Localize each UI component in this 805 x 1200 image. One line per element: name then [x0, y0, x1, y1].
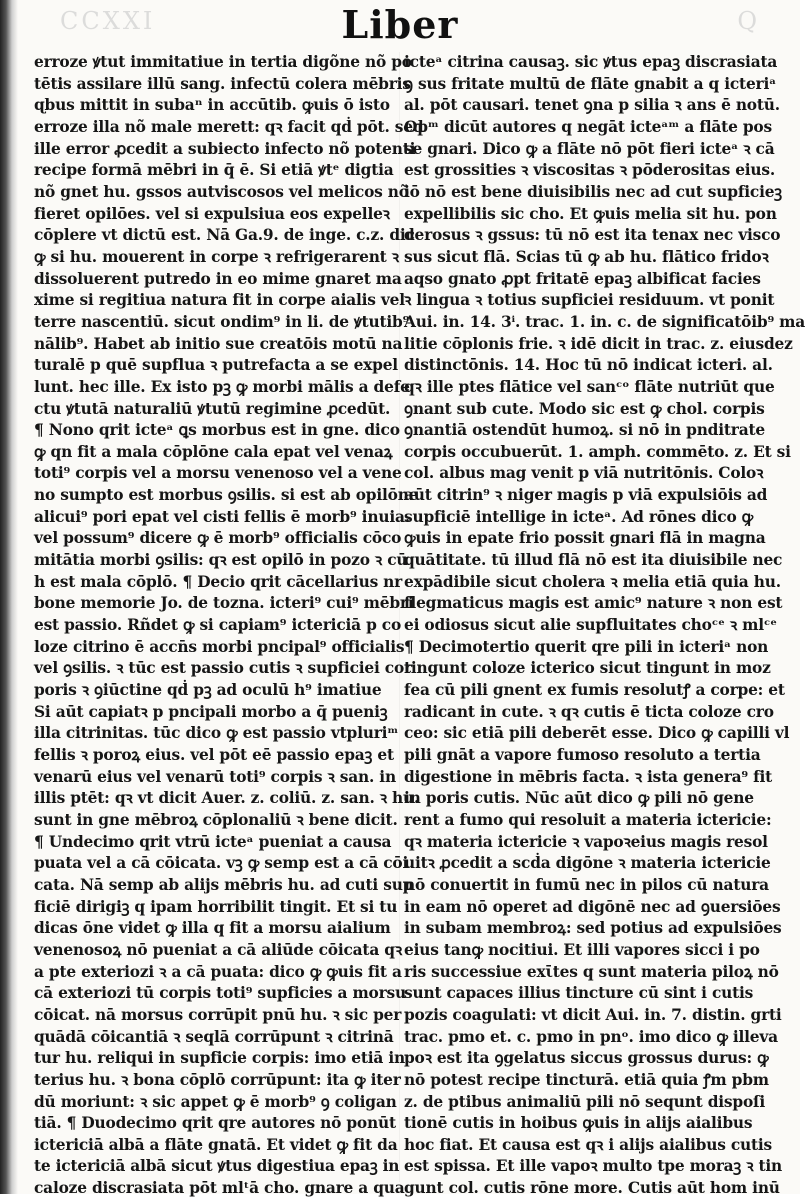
- text-line: ɋbus mittit in subaⁿ in accūtib. ꝙuis ō isto: [34, 96, 390, 115]
- ghost-folio: CCXXI: [60, 7, 156, 35]
- text-line: nālib⁹. Habet ab initio sue creatōis motū na: [34, 334, 403, 353]
- text-line: digestione in mēbris facta. ꝛ ista genera⁹ fit: [404, 767, 773, 786]
- text-line: Aui. in. 14. 3ⁱ. trac. 1. in. c. de significatōib⁹ ma: [404, 312, 805, 331]
- text-line: toti⁹ corpis vel a morsu venenoso vel a vene: [34, 464, 402, 483]
- text-line: icteᵃ citrina causaꝫ. sic ꝟtus epaꝫ discrasiata: [404, 53, 778, 71]
- text-line: dissoluerent putredo in eo mime gnaret ma: [34, 269, 402, 288]
- text-line: nō conuertit in fumū nec in pilos cū natura: [404, 875, 769, 894]
- text-line: poꝛ est ita ꝯgelatus siccus grossus durus: ꝙ: [404, 1049, 769, 1068]
- text-line: ꝛ lingua ꝛ totius supficiei residuum. vt ponit: [404, 291, 775, 310]
- text-line: radicant in cute. ꝛ qꝛ cutis ē ticta coloze cro: [404, 702, 774, 721]
- text-line: fellis ꝛ poroꝝ eius. vel pōt eē passio epaꝫ et: [34, 746, 394, 764]
- text-line: in eam nō operet ad digōnē nec ad ꝯuersiōes: [404, 897, 781, 916]
- text-line: venenosoꝝ nō pueniat a cā aliūde cōicata qꝛ: [34, 940, 402, 959]
- text-line: cōplere vt dictū est. Nā Ga.9. de inge. c.z. dic: [34, 226, 415, 245]
- text-line: terre nascentiū. sicut ondim⁹ in li. de ꝟtutib⁹: [34, 312, 410, 331]
- text-line: ceo: sic etiā pili deberēt esse. Dico ꝙ capilli vl: [404, 724, 790, 743]
- text-line: sus sicut flā. Scias tū ꝙ ab hu. flātico fridoꝛ: [404, 247, 769, 266]
- text-line: tiā. ¶ Duodecimo qrit qre autores nō ponūt: [34, 1114, 396, 1133]
- text-line: dū moriunt: ꝛ sic appet ꝙ ē morb⁹ ꝯ coligan: [34, 1092, 397, 1111]
- text-line: distinctōnis. 14. Hoc tū nō indicat icteri. al.: [404, 356, 773, 375]
- text-line: aūt citrin⁹ ꝛ niger magis p viā expulsiōis ad: [404, 486, 768, 505]
- text-line: derosus ꝛ gssus: tū nō est ita tenax nec visco: [404, 226, 781, 245]
- text-line: bone memorie Jo. de tozna. icteri⁹ cui⁹ mēbri: [34, 594, 414, 613]
- text-line: ficiē dirigiꝫ q ipam horribilit tingit. Et si tu: [34, 897, 398, 916]
- text-line: tionē cutis in hoibus ꝙuis in alijs aialibus: [404, 1114, 753, 1133]
- text-line: cā exteriozi tū corpis toti⁹ supficies a morsu: [34, 984, 406, 1003]
- text-line: ꝯnantiā ostendūt humoꝝ. si nō in pnditrate: [404, 421, 765, 440]
- text-line: flegmaticus magis est amic⁹ nature ꝛ non est: [404, 594, 783, 613]
- text-line: est passio. Rñdet ꝙ si capiam⁹ ictericiā p co: [34, 616, 402, 635]
- text-line: eius tanꝙ nocitiui. Et illi vapores sicci i po: [404, 940, 760, 959]
- ghost-letter: Q: [737, 7, 760, 35]
- text-line: gunt col. cutis rōne more. Cutis aūt hom inū: [404, 1179, 780, 1198]
- text-line: recipe formā mēbri in q̄ ē. Si etiā ꝟtᵉ digtia: [34, 161, 394, 180]
- text-line: ꝙ qn fit a mala cōplōne cala epat vel venaꝝ: [34, 442, 393, 461]
- text-line: in subam membroꝝ: sed potius ad expulsiōes: [404, 919, 782, 938]
- text-line: rent a fumo qui resoluit a materia ictericie:: [404, 810, 772, 829]
- text-line: uitꝛ ꝓcedit a scḋa digōne ꝛ materia ictericie: [404, 854, 771, 873]
- text-line: pili gnāt a vapore fumoso resoluto a tertia: [404, 746, 761, 764]
- text-line: ꝙ si hu. mouerent in corpe ꝛ refrigerarent ꝛ: [34, 247, 399, 266]
- text-line: tur hu. reliqui in supficie corpis: imo etiā in: [34, 1049, 405, 1068]
- binding-edge: [0, 0, 18, 1194]
- text-line: cōicat. nā morsus corrūpit pnū hu. ꝛ sic per: [34, 1005, 402, 1024]
- text-line: se gnari. Dico ꝙ a flāte nō pōt fieri icteᵃ ꝛ cā: [404, 139, 775, 158]
- text-line: a pte exteriozi ꝛ a cā puata: dico ꝙ ꝙuis fit a: [34, 962, 402, 981]
- text-line: erroze illa nõ male merett: qꝛ facit qḋ pōt. sed: [34, 117, 424, 136]
- text-line: fieret opilōes. vel si expulsiua eos expelleꝛ: [34, 204, 390, 223]
- text-line: in poris cutis. Nūc aūt dico ꝙ pili nō gene: [404, 789, 754, 808]
- text-line: illis ptēt: qꝛ vt dicit Auer. z. coliū. z. san. ꝛ hu.: [34, 789, 420, 808]
- text-line: qꝛ ille ptes flātice vel sanᶜᵒ flāte nutriūt que: [404, 377, 775, 396]
- text-line: pozis coagulati: vt dicit Aui. in. 7. distin. grti: [404, 1005, 782, 1024]
- text-line: hoc fiat. Et causa est qꝛ i alijs aialibus cutis: [404, 1135, 773, 1154]
- text-line: tētis assilare illū sang. infectū colera mēbris: [34, 74, 411, 93]
- right-column: [404, 52, 805, 1198]
- text-line: litie cōplonis frie. ꝛ idē dicit in trac. z. eiusdez: [404, 334, 793, 353]
- text-line: h est mala cōplō. ¶ Decio qrit cācellarius nr: [34, 572, 403, 591]
- text-line: iō nō est bene diuisibilis nec ad cut supficieꝫ: [404, 182, 782, 201]
- text-line: mitātia morbi ꝯsilis: qꝛ est opilō in pozo ꝛ cū: [34, 551, 408, 570]
- text-line: fea cū pili gnent ex fumis resolutꝭ a corpe: et: [404, 681, 785, 700]
- text-line: ¶ Undecimo qrit vtrū icteᵃ pueniat a causa: [34, 832, 392, 851]
- text-line: lunt. hec ille. Ex isto pꝫ ꝙ morbi mālis a defe: [34, 377, 410, 396]
- text-line: expādibile sicut cholera ꝛ melia etiā quia hu.: [404, 572, 781, 591]
- text-line: ꝯnant sub cute. Modo sic est ꝙ chol. corpis: [404, 399, 765, 418]
- text-line: nõ gnet hu. gssos autviscosos vel melicos nõ: [34, 182, 409, 201]
- text-line: te ictericiā albā sicut ꝟtus digestiua epaꝫ in: [34, 1157, 400, 1176]
- text-line: ꝯ sus fritate multū de flāte gnabit a q icteriᵃ: [404, 74, 777, 93]
- running-title: Liber: [341, 2, 459, 47]
- text-line: ¶ Decimotertio querit qre pili in icteriᵃ non: [404, 637, 769, 656]
- text-line: ictericiā albā a flāte gnatā. Et videt ꝙ fit da: [34, 1135, 398, 1154]
- text-line: vel ꝯsilis. ꝛ tūc est passio cutis ꝛ supficiei cor: [34, 659, 412, 678]
- text-line: col. albus mag venit p viā nutritōnis. Coloꝛ: [404, 464, 764, 483]
- text-line: quātitate. tū illud flā nō est ita diuisibile nec: [404, 551, 783, 570]
- text-line: aqso gnato ꝓpt fritatē epaꝫ albificat facies: [404, 269, 761, 288]
- text-line: tingunt coloze icterico sicut tingunt in moz: [404, 659, 771, 678]
- text-line: loze citrino ē accn̄s morbi pncipal⁹ officialis: [34, 637, 405, 656]
- text-line: Si aūt capiatꝛ p pncipali morbo a q̄ pueniꝫ: [34, 702, 388, 721]
- text-line: ris successiue exῑtes q sunt materia piloꝝ nō: [404, 962, 779, 981]
- text-line: quādā cōicantiā ꝛ seqlā corrūpunt ꝛ citrinā: [34, 1027, 394, 1046]
- text-line: venarū eius vel venarū toti⁹ corpis ꝛ san. in: [34, 767, 396, 786]
- text-line: terius hu. ꝛ bona cōplō corrūpunt: ita ꝙ iter: [34, 1070, 401, 1089]
- text-line: supficiē intellige in icteᵃ. Ad rōnes dico ꝙ: [404, 507, 754, 526]
- text-line: alicui⁹ pori epat vel cisti fellis ē morb⁹ inuia.: [34, 507, 410, 526]
- text-line: illa citrinitas. tūc dico ꝙ est passio vtpluriᵐ: [34, 724, 399, 743]
- text-line: al. pōt causari. tenet ꝯna p silia ꝛ ans ē notū.: [404, 96, 780, 115]
- text-line: ctu ꝟtutā naturaliū ꝟtutū regimine ꝓcedūt.: [34, 399, 391, 418]
- text-line: corpis occubuerūt. 1. amph. commēto. z. Et si: [404, 442, 791, 461]
- text-line: dicas ōne videt ꝙ illa q fit a morsu aialium: [34, 919, 391, 938]
- text-line: cata. Nā semp ab alijs mēbris hu. ad cuti sup: [34, 875, 414, 894]
- text-line: est grossities ꝛ viscositas ꝛ pōderositas eius.: [404, 161, 776, 180]
- text-line: erroze ꝟtut immitatiue in tertia digõne nõ po: [34, 53, 412, 71]
- text-line: sunt in gne mēbroꝝ cōplonaliū ꝛ bene dicit.: [34, 810, 398, 829]
- left-column: [34, 52, 424, 1198]
- text-line: poris ꝛ ꝯiūctine qḋ pꝫ ad oculū h⁹ imatiue: [34, 681, 382, 700]
- text-line: est spissa. Et ille vapoꝛ multo tpe moraꝫ ꝛ tin: [404, 1157, 783, 1176]
- text-line: Opᵐ dicūt autores q negāt icteᵃᵐ a flāte pos: [404, 117, 772, 136]
- text-line: caloze discrasiata pōt mlᵗā cho. gnare a qua: [34, 1179, 405, 1198]
- text-line: sunt capaces illius tincture cū sint i cutis: [404, 984, 754, 1003]
- text-line: ꝙuis in epate frio possit gnari flā in magna: [404, 529, 766, 548]
- text-line: xime si regitiua natura fit in corpe aialis vel: [34, 291, 405, 310]
- text-line: z. de ptibus animaliū pili nō sequnt dispoſi: [404, 1092, 766, 1111]
- text-line: nō potest recipe tincturā. etiā quia ꝭm pbm: [404, 1070, 769, 1089]
- text-line: expellibilis sic cho. Et ꝙuis melia sit hu. pon: [404, 204, 777, 223]
- text-line: ¶ Nono qrit icteᵃ ꝗs morbus est in gne. dico: [34, 421, 400, 440]
- text-line: ille error ꝓcedit a subiecto infecto nõ potenti: [34, 139, 416, 158]
- text-line: qꝛ materia ictericie ꝛ vapoꝛeius magis resol: [404, 832, 768, 851]
- text-line: turalē p quē supflua ꝛ putrefacta a se expel: [34, 356, 398, 375]
- text-line: vel possum⁹ dicere ꝙ ē morb⁹ officialis cōco: [34, 529, 402, 548]
- text-line: trac. pmo et. c. pmo in pnᵒ. imo dico ꝙ illeva: [404, 1027, 778, 1046]
- text-line: ei odiosus sicut alie supfluitates choᶜᵉ ꝛ mlᶜᵉ: [404, 616, 777, 635]
- text-line: puata vel a cā cōicata. vꝫ ꝙ semp est a cā cōi: [34, 854, 409, 873]
- text-line: no sumpto est morbus ꝯsilis. si est ab opilōne: [34, 486, 419, 505]
